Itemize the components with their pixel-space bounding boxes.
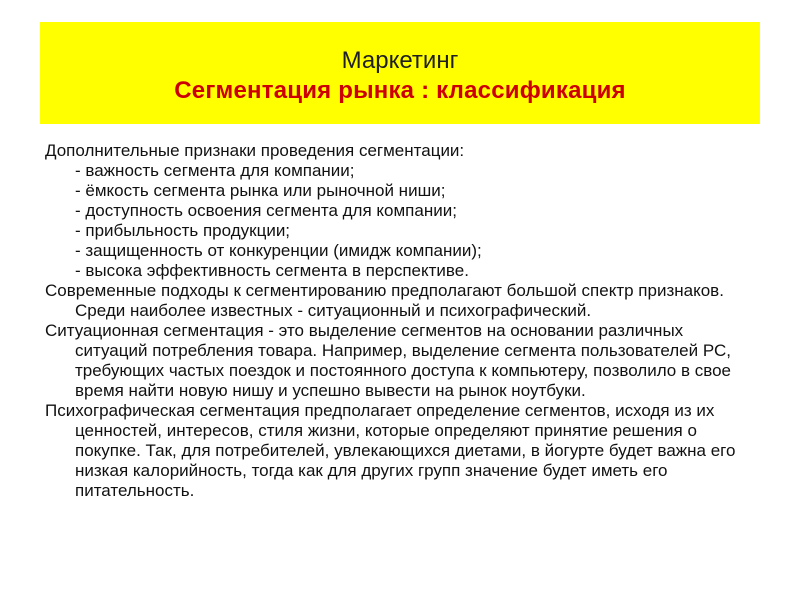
paragraph-situational: Ситуационная сегментация - это выделение сегментов на основании различных ситуаций потребления товара. Например, выделение сегмента пользователей РС, требующих частых поездок и постоянного доступа к компьютеру, позволило в свое время найти новую нишу и успешно вывести на рынок ноутбуки. <box>45 321 731 400</box>
slide-content <box>45 141 760 501</box>
criteria-item-protection: - защищенность от конкуренции (имидж компании); <box>75 241 482 260</box>
slide-title: Маркетинг <box>341 47 459 74</box>
criteria-item-accessibility: - доступность освоения сегмента для компании; <box>75 201 457 220</box>
slide-subtitle: Сегментация рынка : классификация <box>174 77 626 104</box>
paragraph-modern-approaches: Современные подходы к сегментированию предполагают большой спектр признаков. Среди наиболее известных - ситуационный и психографический. <box>45 281 724 320</box>
criteria-intro: Дополнительные признаки проведения сегментации: <box>45 141 465 160</box>
criteria-item-importance: - важность сегмента для компании; <box>75 161 355 180</box>
criteria-item-profitability: - прибыльность продукции; <box>75 221 291 240</box>
criteria-item-efficiency: - высока эффективность сегмента в перспективе. <box>75 261 469 280</box>
title-banner <box>40 22 760 124</box>
paragraph-psychographic: Психографическая сегментация предполагает определение сегментов, исходя из их ценностей, интересов, стиля жизни, которые определяют принятие решения о покупке. Так, для потребителей, увлекающихся диетами, в йогурте будет важна его низкая калорийность, тогда как для других групп значение будет иметь его питательность. <box>45 401 736 500</box>
criteria-item-capacity: - ёмкость сегмента рынка или рыночной ниши; <box>75 181 446 200</box>
